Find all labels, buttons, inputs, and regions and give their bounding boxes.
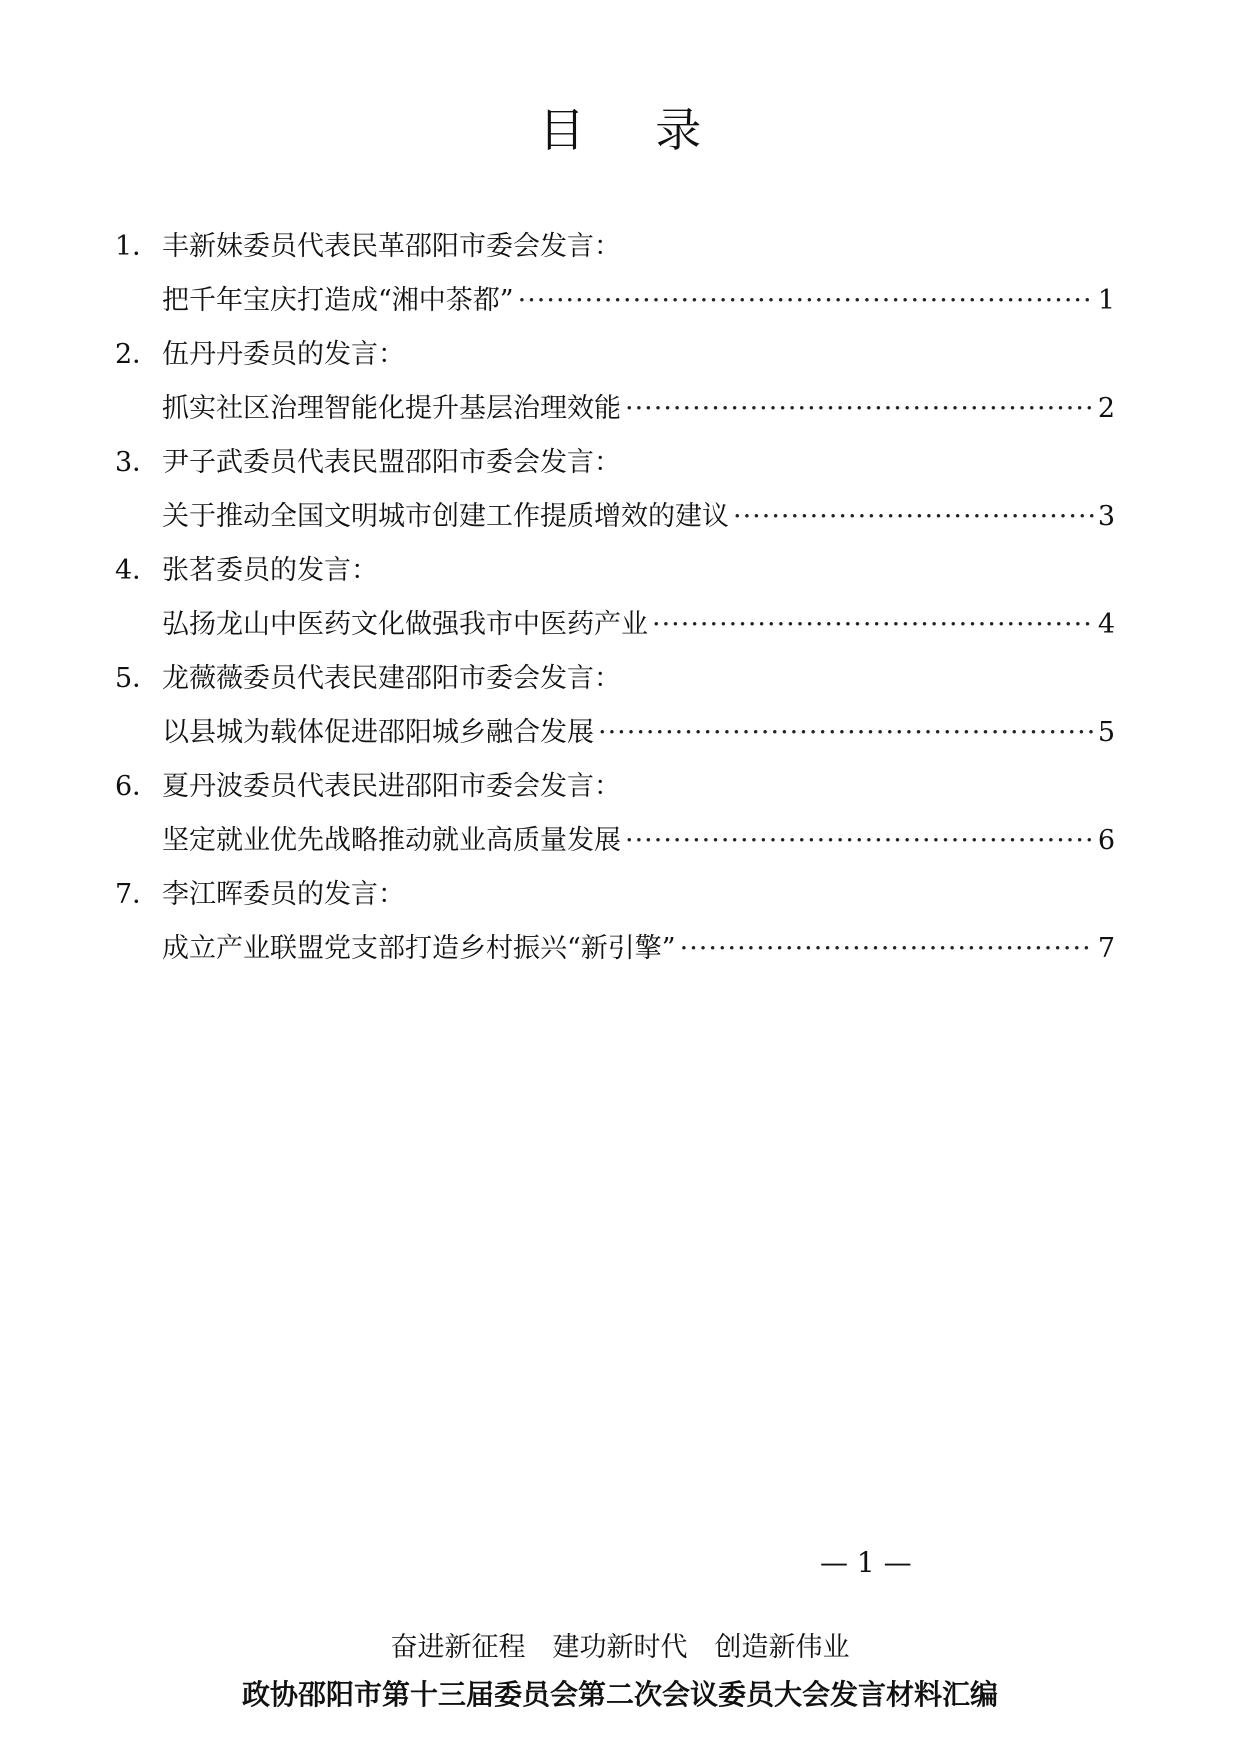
toc-topic-text: 把千年宝庆打造成“湘中茶都” bbox=[162, 285, 514, 316]
toc-entry-2 bbox=[115, 328, 1115, 436]
page-number: — 1 — bbox=[820, 1546, 912, 1579]
toc-topic-text: 弘扬龙山中医药文化做强我市中医药产业 bbox=[162, 609, 648, 640]
toc-topic-line[interactable] bbox=[162, 922, 1115, 976]
dot-leader bbox=[518, 274, 1094, 328]
toc-page-number: 5 bbox=[1097, 717, 1115, 748]
footer-slogan: 奋进新征程 建功新时代 创造新伟业 bbox=[390, 1632, 850, 1663]
toc-entry-3 bbox=[115, 436, 1115, 544]
toc-page-number: 2 bbox=[1097, 393, 1115, 424]
toc-topic-line[interactable] bbox=[162, 598, 1115, 652]
toc-page-number: 1 bbox=[1097, 285, 1115, 316]
toc-speaker bbox=[115, 544, 1115, 598]
dot-leader bbox=[680, 922, 1094, 976]
dot-leader bbox=[598, 706, 1094, 760]
toc-speaker-text: 伍丹丹委员的发言： bbox=[162, 339, 405, 370]
toc-topic-line[interactable] bbox=[162, 382, 1115, 436]
toc-topic-text: 抓实社区治理智能化提升基层治理效能 bbox=[162, 393, 621, 424]
toc-speaker-text: 尹子武委员代表民盟邵阳市委会发言： bbox=[162, 447, 621, 478]
toc-topic-line[interactable] bbox=[162, 814, 1115, 868]
toc-page-number: 3 bbox=[1097, 501, 1115, 532]
toc-speaker-text: 李江晖委员的发言： bbox=[162, 879, 405, 910]
toc-topic-line[interactable] bbox=[162, 706, 1115, 760]
toc-speaker bbox=[115, 652, 1115, 706]
toc-topic-line[interactable] bbox=[162, 274, 1115, 328]
footer-compilation-title: 政协邵阳市第十三届委员会第二次会议委员大会发言材料汇编 bbox=[241, 1678, 998, 1711]
toc-entry-number: 1． bbox=[115, 231, 160, 262]
toc-speaker bbox=[115, 436, 1115, 490]
toc-entry-number: 2． bbox=[115, 339, 160, 370]
toc-topic-text: 坚定就业优先战略推动就业高质量发展 bbox=[162, 825, 621, 856]
dot-leader bbox=[733, 490, 1094, 544]
table-of-contents bbox=[115, 220, 1115, 976]
toc-speaker-text: 夏丹波委员代表民进邵阳市委会发言： bbox=[162, 771, 621, 802]
toc-speaker bbox=[115, 328, 1115, 382]
toc-page-number: 6 bbox=[1097, 825, 1115, 856]
toc-page-number: 4 bbox=[1097, 609, 1115, 640]
toc-topic-line[interactable] bbox=[162, 490, 1115, 544]
toc-entry-6 bbox=[115, 760, 1115, 868]
toc-speaker bbox=[115, 760, 1115, 814]
toc-page-number: 7 bbox=[1097, 933, 1115, 964]
toc-entry-number: 6． bbox=[115, 771, 160, 802]
toc-entry-number: 4． bbox=[115, 555, 160, 586]
toc-topic-text: 关于推动全国文明城市创建工作提质增效的建议 bbox=[162, 501, 729, 532]
dot-leader bbox=[652, 598, 1094, 652]
toc-speaker bbox=[115, 220, 1115, 274]
toc-entry-5 bbox=[115, 652, 1115, 760]
toc-speaker-text: 丰新妹委员代表民革邵阳市委会发言： bbox=[162, 231, 621, 262]
toc-entry-4 bbox=[115, 544, 1115, 652]
toc-entry-7 bbox=[115, 868, 1115, 976]
page-title: 目 录 bbox=[538, 103, 730, 157]
toc-entry-number: 3． bbox=[115, 447, 160, 478]
toc-topic-text: 以县城为载体促进邵阳城乡融合发展 bbox=[162, 717, 594, 748]
toc-entry-1 bbox=[115, 220, 1115, 328]
toc-speaker-text: 龙薇薇委员代表民建邵阳市委会发言： bbox=[162, 663, 621, 694]
toc-topic-text: 成立产业联盟党支部打造乡村振兴“新引擎” bbox=[162, 933, 676, 964]
toc-speaker-text: 张茗委员的发言： bbox=[162, 555, 378, 586]
toc-entry-number: 5． bbox=[115, 663, 160, 694]
dot-leader bbox=[625, 814, 1094, 868]
dot-leader bbox=[625, 382, 1094, 436]
toc-entry-number: 7． bbox=[115, 879, 160, 910]
toc-speaker bbox=[115, 868, 1115, 922]
